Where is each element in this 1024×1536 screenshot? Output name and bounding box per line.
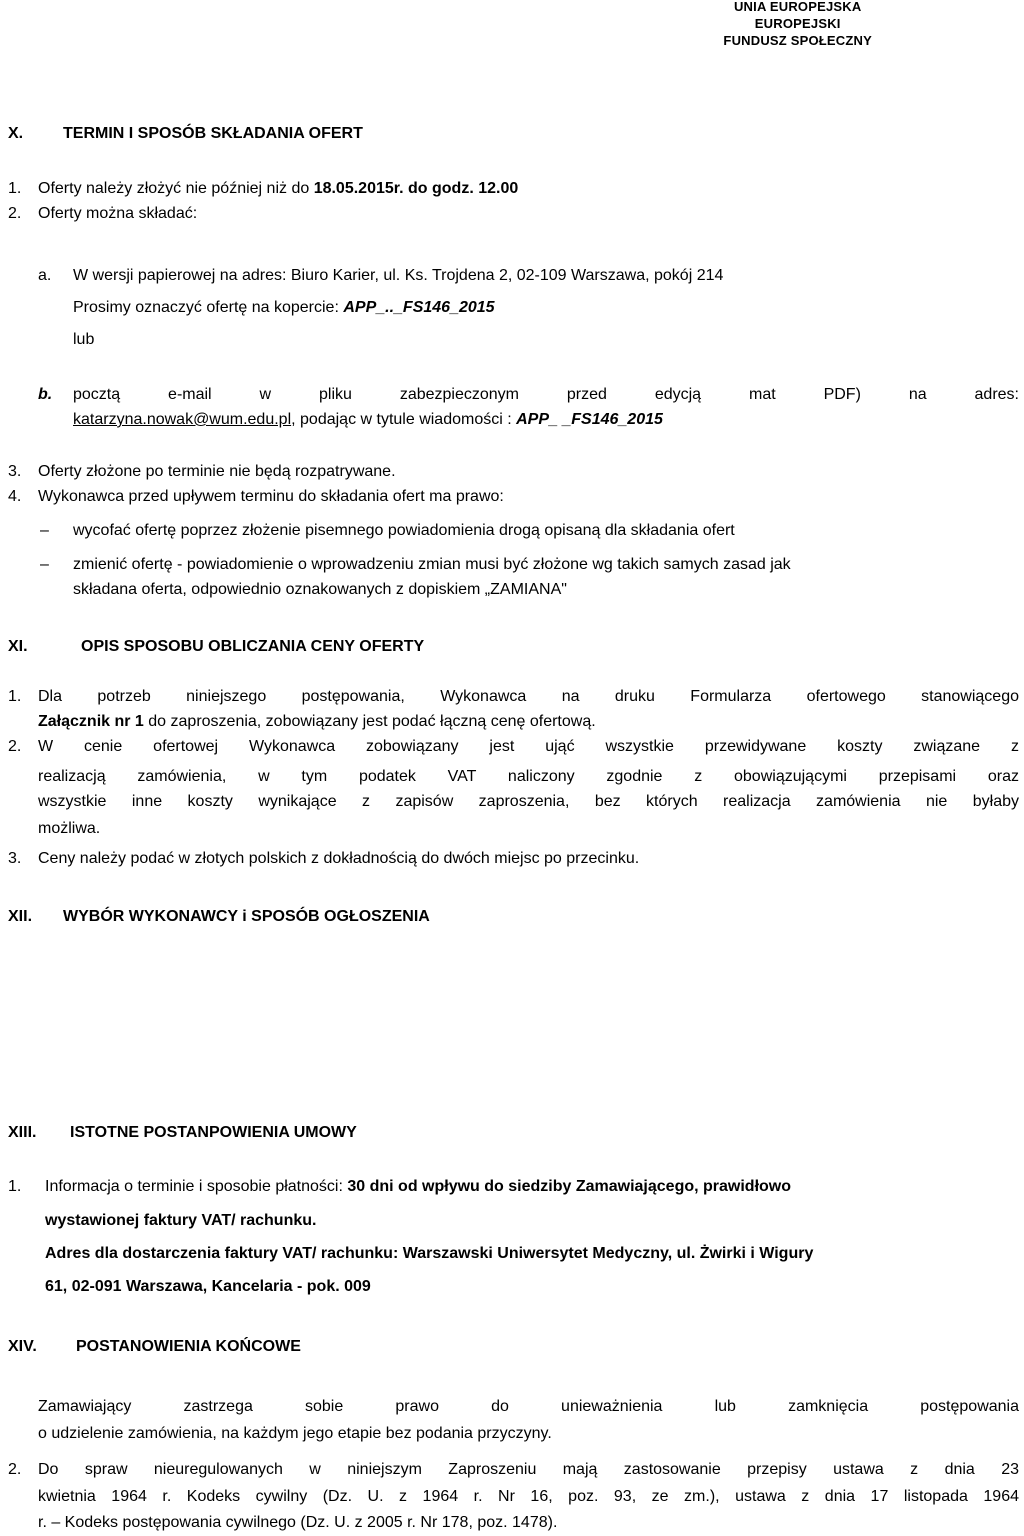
section-number: X. <box>8 125 24 142</box>
xiii-item-1-line1 <box>45 1176 791 1198</box>
x-item-2-num: 2. <box>8 205 22 222</box>
x-item-1 <box>38 178 518 200</box>
x-item-b-num: b. <box>38 386 53 403</box>
section-number: XIV. <box>8 1338 37 1355</box>
dash-bullet-icon: – <box>40 522 49 539</box>
x-item-4-text: Wykonawca przed upływem terminu do składania ofert ma prawo: <box>38 488 504 505</box>
xiii-payment-terms: 30 dni od wpływu do siedziby Zamawiającego, prawidłowo <box>347 1178 792 1195</box>
xi-item-1-rest: do zaproszenia, zobowiązany jest podać łączną cenę ofertową. <box>143 713 596 730</box>
xiv-item-2-line2: kwietnia 1964 r. Kodeks cywilny (Dz. U. z 1964 r. Nr 16, poz. 93, ze zm.), ustawa z dnia 17 listopada 1964 <box>38 1488 1019 1505</box>
section-title: ISTOTNE POSTANPOWIENIA UMOWY <box>70 1124 357 1141</box>
xi-item-3-text: Ceny należy podać w złotych polskich z dokładnością do dwóch miejsc po przecinku. <box>38 850 640 867</box>
header-line-3: FUNDUSZ SPOŁECZNY <box>723 33 872 48</box>
header-line-2: EUROPEJSKI <box>754 16 841 31</box>
x-item-1-num: 1. <box>8 180 22 197</box>
x-dash-2-cont: składana oferta, odpowiednio oznakowanych z dopiskiem „ZAMIANA" <box>73 581 567 598</box>
x-item-b-rest: , podając w tytule wiadomości : <box>291 411 517 428</box>
xi-item-2-line2: realizacją zamówienia, w tym podatek VAT naliczony zgodnie z obowiązującymi przepisami oraz <box>38 768 1019 785</box>
xi-item-2-line4: możliwa. <box>38 820 101 837</box>
email-link[interactable]: katarzyna.nowak@wum.edu.pl <box>73 411 292 428</box>
x-item-b-line2 <box>73 409 663 431</box>
x-item-3-num: 3. <box>8 463 22 480</box>
xiv-para-1-line1: Zamawiający zastrzega sobie prawo do unieważnienia lub zamknięcia postępowania <box>38 1398 1019 1415</box>
x-item-b-code: APP_ _FS146_2015 <box>516 411 663 428</box>
xi-item-2-num: 2. <box>8 738 22 755</box>
section-title: TERMIN I SPOSÓB SKŁADANIA OFERT <box>63 125 363 142</box>
section-title: WYBÓR WYKONAWCY i SPOSÓB OGŁOSZENIA <box>63 908 430 925</box>
xi-item-3-num: 3. <box>8 850 22 867</box>
x-item-a-label: Prosimy oznaczyć ofertę na kopercie: <box>73 299 344 316</box>
eu-header <box>723 0 872 49</box>
x-item-a-line2 <box>73 297 495 319</box>
header-line-1: UNIA EUROPEJSKA <box>733 0 862 14</box>
x-item-a-text: W wersji papierowej na adres: Biuro Karier, ul. Ks. Trojdena 2, 02-109 Warszawa, pokój 214 <box>73 267 724 284</box>
xi-item-2-line1: W cenie ofertowej Wykonawca zobowiązany jest ująć wszystkie przewidywane koszty związane z <box>38 738 1019 755</box>
x-item-a-num: a. <box>38 267 52 284</box>
x-item-b-text: pocztą e-mail w pliku zabezpieczonym przed edycją mat PDF) na adres: <box>73 386 1019 403</box>
x-item-a-code: APP_.._FS146_2015 <box>343 299 495 316</box>
x-lub: lub <box>73 331 95 348</box>
xiii-item-1-line2: wystawionej faktury VAT/ rachunku. <box>45 1212 317 1229</box>
x-dash-1: wycofać ofertę poprzez złożenie pisemnego powiadomienia drogą opisaną dla składania ofert <box>73 522 735 539</box>
section-number: XI. <box>8 638 28 655</box>
xi-item-1-line1: Dla potrzeb niniejszego postępowania, Wykonawca na druku Formularza ofertowego stanowiącego <box>38 688 1019 705</box>
section-number: XII. <box>8 908 33 925</box>
xi-item-1-num: 1. <box>8 688 22 705</box>
xiii-item-1-num: 1. <box>8 1178 22 1195</box>
xiii-item-1-text: Informacja o terminie i sposobie płatności: <box>45 1178 348 1195</box>
x-item-1-text: Oferty należy złożyć nie później niż do <box>38 180 314 197</box>
xiv-item-2-num: 2. <box>8 1461 22 1478</box>
xiv-para-1-line2: o udzielenie zamówienia, na każdym jego etapie bez podania przyczyny. <box>38 1425 552 1442</box>
xiv-item-2-line1: Do spraw nieuregulowanych w niniejszym Zaproszeniu mają zastosowanie przepisy ustawa z dnia 23 <box>38 1461 1019 1478</box>
x-item-4-num: 4. <box>8 488 22 505</box>
xiii-item-1-line4: 61, 02-091 Warszawa, Kancelaria - pok. 009 <box>45 1278 371 1295</box>
xiii-item-1-line3: Adres dla dostarczenia faktury VAT/ rachunku: Warszawski Uniwersytet Medyczny, ul. Żwirki i Wigury <box>45 1245 814 1262</box>
xiv-item-2-line3: r. – Kodeks postępowania cywilnego (Dz. U. z 2005 r. Nr 178, poz. 1478). <box>38 1514 558 1531</box>
section-number: XIII. <box>8 1124 37 1141</box>
xi-item-1-line2 <box>38 711 596 733</box>
x-item-3-text: Oferty złożone po terminie nie będą rozpatrywane. <box>38 463 396 480</box>
x-item-2-text: Oferty można składać: <box>38 205 198 222</box>
xi-item-2-line3: wszystkie inne koszty wynikające z zapisów zaproszenia, bez których realizacja zamówienia nie byłaby <box>38 793 1019 810</box>
x-dash-2: zmienić ofertę - powiadomienie o wprowadzeniu zmian musi być złożone wg takich samych zasad jak <box>73 556 791 573</box>
section-title: POSTANOWIENIA KOŃCOWE <box>76 1338 301 1355</box>
x-item-1-deadline: 18.05.2015r. do godz. 12.00 <box>313 180 519 197</box>
xi-attachment-ref: Załącznik nr 1 <box>38 713 144 730</box>
dash-bullet-icon: – <box>40 556 49 573</box>
section-title: OPIS SPOSOBU OBLICZANIA CENY OFERTY <box>81 638 425 655</box>
